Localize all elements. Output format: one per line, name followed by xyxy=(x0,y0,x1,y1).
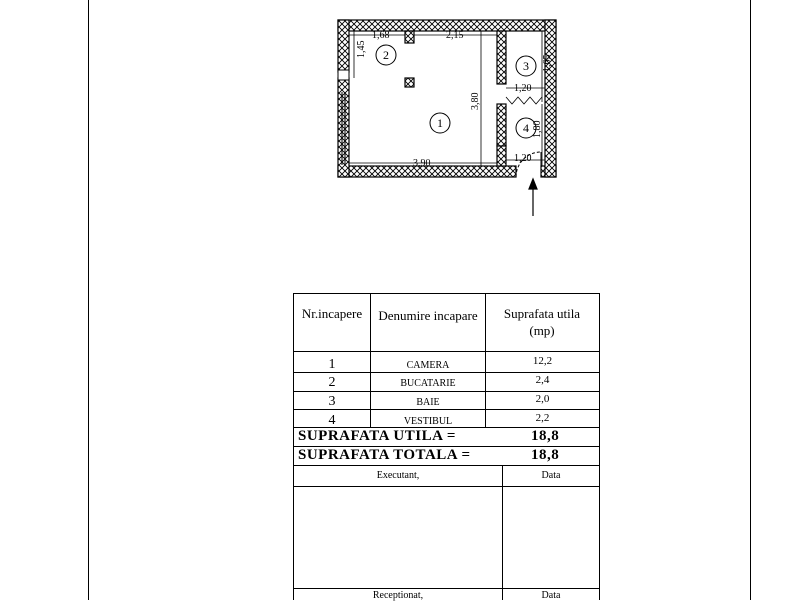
row-2-area: 2,4 xyxy=(535,374,550,386)
dim-bath-width: 1,20 xyxy=(514,83,532,94)
row-1-area: 12,2 xyxy=(532,355,553,367)
table-hline xyxy=(293,351,600,352)
utila-value: 18,8 xyxy=(531,428,560,444)
row-1-name: CAMERA xyxy=(406,360,450,371)
table-hline xyxy=(293,465,600,466)
room-4-number: 4 xyxy=(523,121,529,135)
executant-label: Executant, xyxy=(376,470,420,481)
dim-room-height: 3,80 xyxy=(470,92,481,110)
table-vline xyxy=(502,465,503,600)
table-vline xyxy=(293,293,294,600)
row-3-area: 2,0 xyxy=(535,393,550,405)
dim-top-right: 2,15 xyxy=(446,30,464,41)
row-2-nr: 2 xyxy=(328,375,336,390)
table-hline xyxy=(293,486,600,487)
header-nr: Nr.incapere xyxy=(301,306,363,321)
row-4-area: 2,2 xyxy=(535,412,550,424)
table-hline xyxy=(293,293,600,294)
row-1-nr: 1 xyxy=(328,357,336,372)
totala-value: 18,8 xyxy=(531,447,560,463)
header-name: Denumire incapare xyxy=(378,308,478,323)
row-4-nr: 4 xyxy=(328,413,336,428)
dim-hall-height: 1,80 xyxy=(532,120,543,138)
receptionat-label: Receptionat, xyxy=(372,590,424,601)
table-vline xyxy=(599,293,600,600)
dim-bath-height: 1,65 xyxy=(542,54,553,72)
room-2-number: 2 xyxy=(383,48,389,62)
header-area: Suprafata utila (mp) xyxy=(503,306,581,338)
row-3-name: BAIE xyxy=(416,397,440,408)
row-2-name: BUCATARIE xyxy=(400,378,456,389)
dim-hall-width: 1,20 xyxy=(514,153,532,164)
executant-date-label: Data xyxy=(541,470,561,481)
dim-kitchen-width: 1,68 xyxy=(372,30,390,41)
utila-label: SUPRAFATA UTILA = xyxy=(298,428,456,444)
table-hline xyxy=(293,391,600,392)
dim-kitchen-height: 1,45 xyxy=(356,40,367,58)
room-1-number: 1 xyxy=(437,116,443,130)
table-hline xyxy=(293,588,600,589)
room-3-number: 3 xyxy=(523,59,529,73)
row-3-nr: 3 xyxy=(328,394,336,409)
dim-room-width: 3,90 xyxy=(413,158,431,169)
totala-label: SUPRAFATA TOTALA = xyxy=(298,447,471,463)
receptionat-date-label: Data xyxy=(541,590,561,601)
row-4-name: VESTIBUL xyxy=(403,416,453,427)
